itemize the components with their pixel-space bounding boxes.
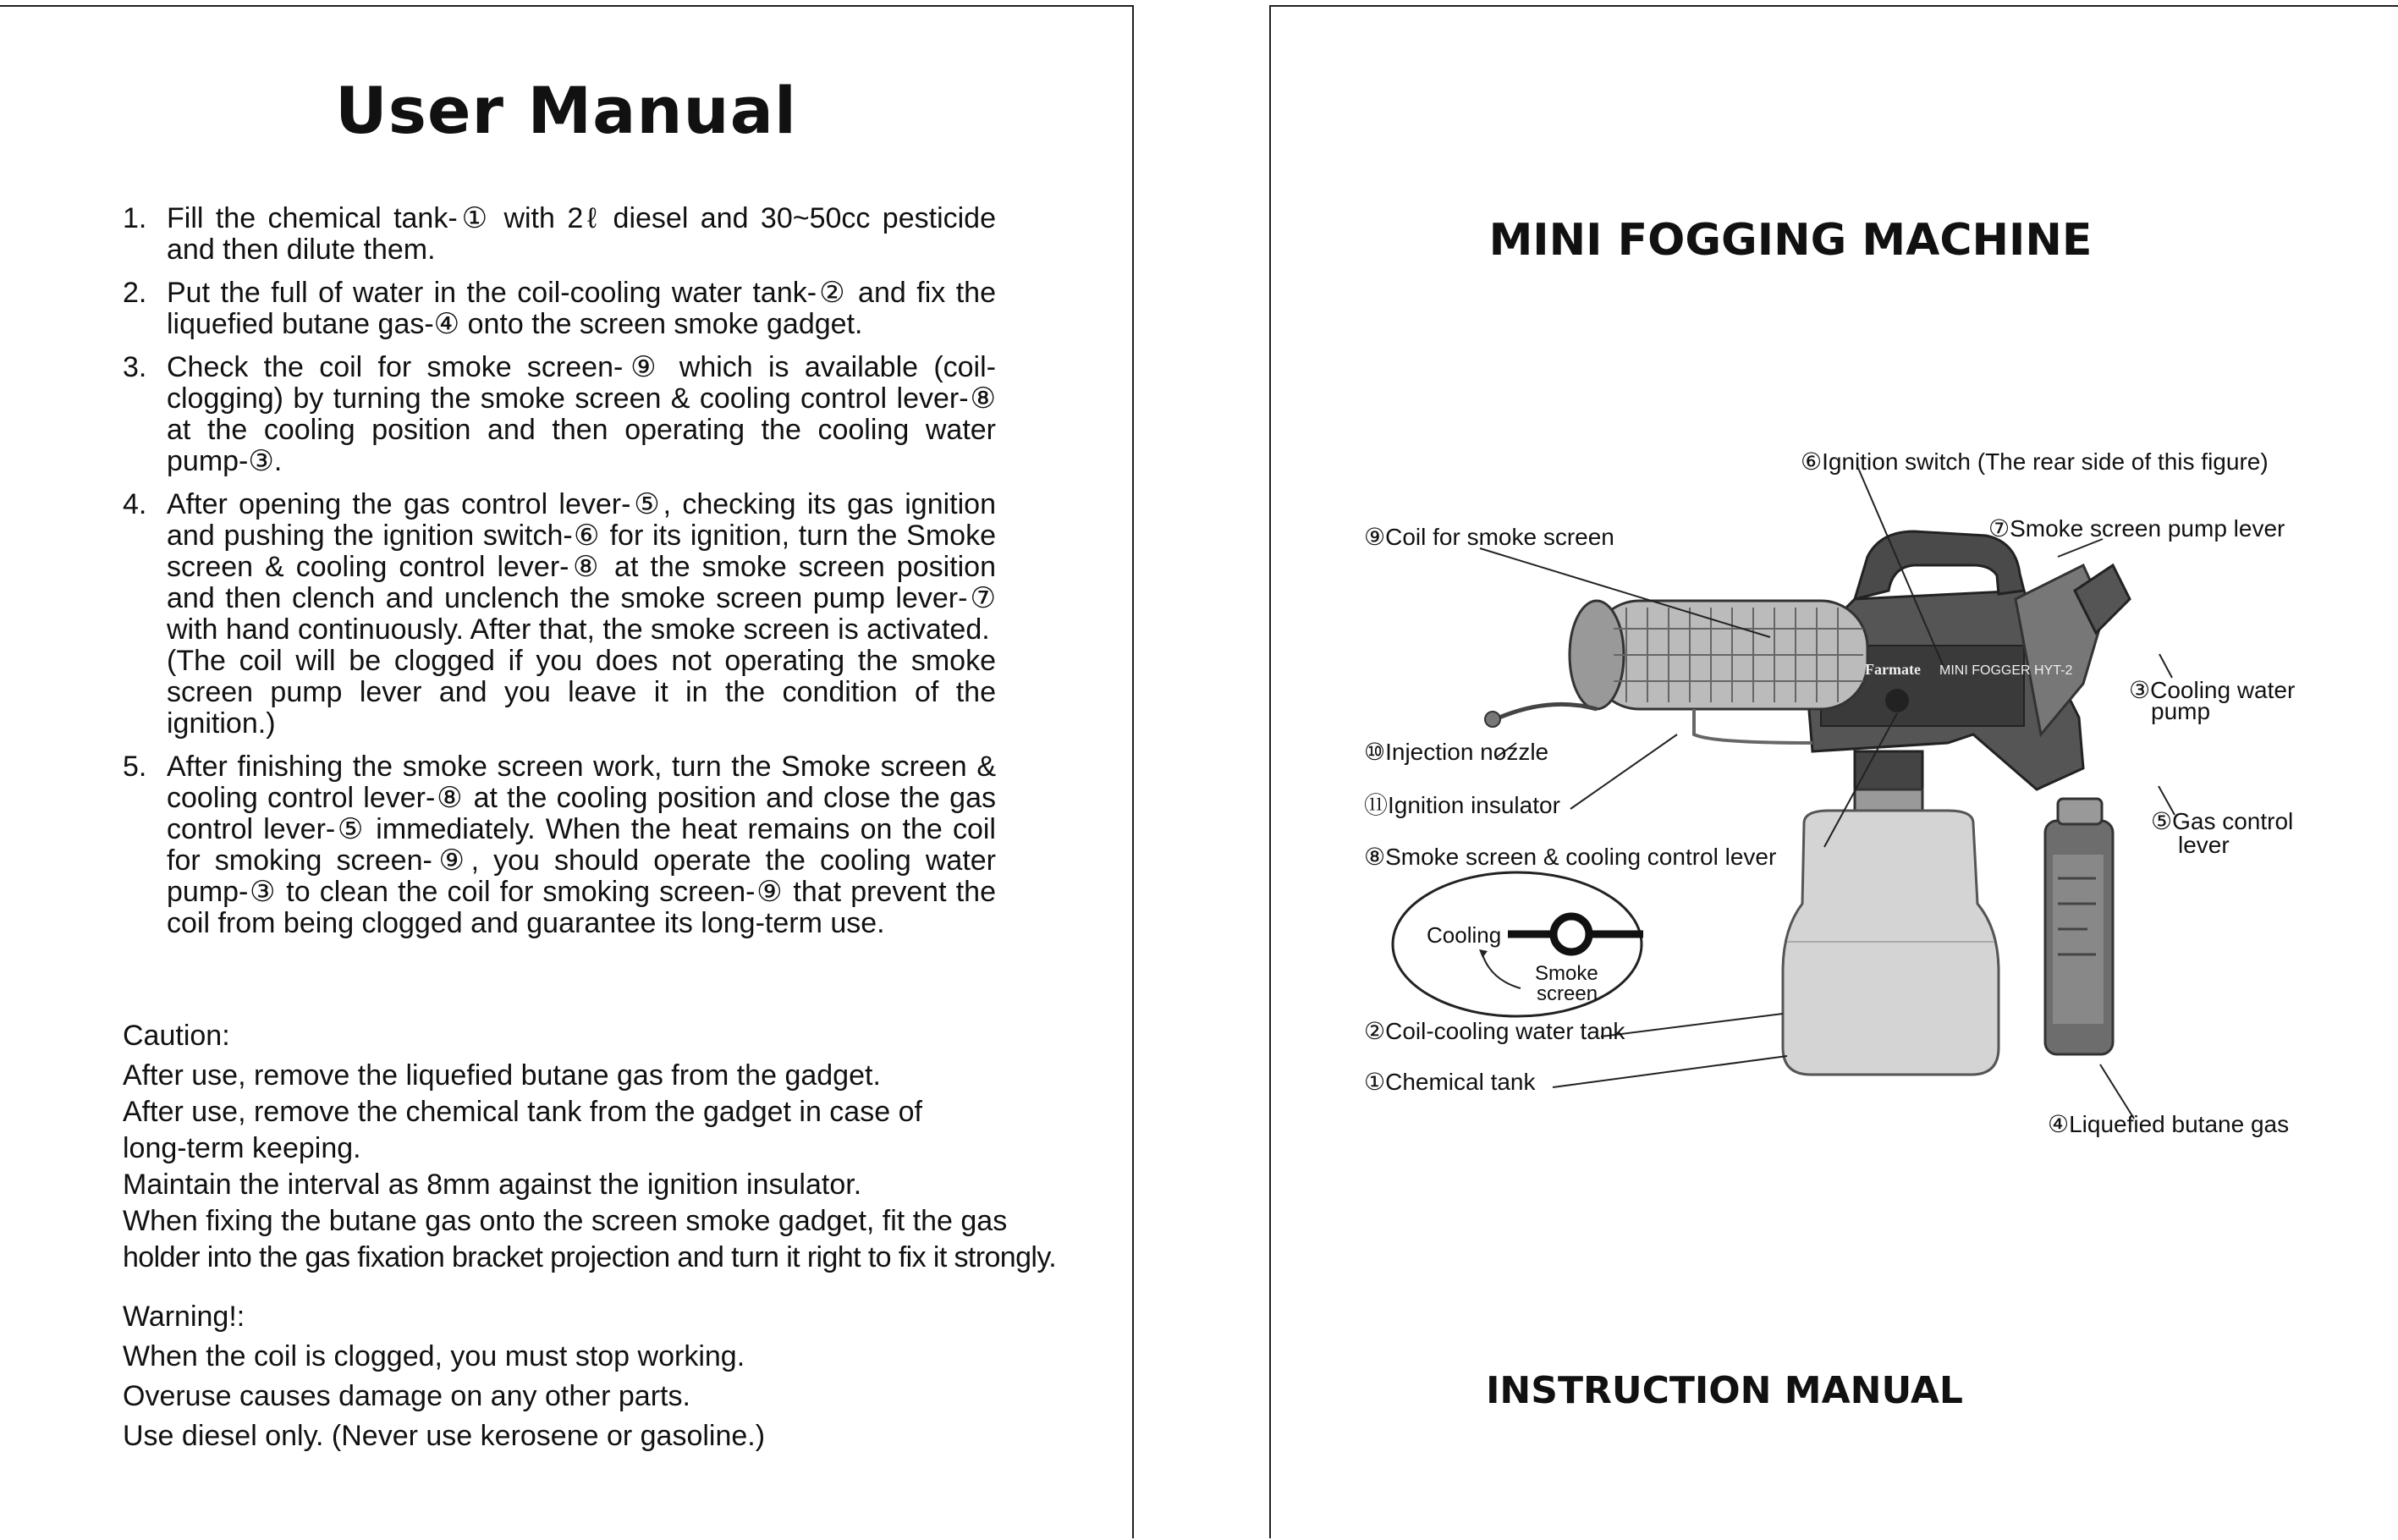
caution-section — [123, 1020, 1056, 1279]
chemical-tank — [1783, 789, 1999, 1075]
right-page — [1269, 5, 2398, 1538]
step-4 — [123, 489, 996, 740]
step-number: 5. — [123, 751, 147, 783]
warning-label: Warning!: — [123, 1301, 245, 1333]
switch-cooling-label: Cooling — [1427, 922, 1502, 948]
warning-line: When the coil is clogged, you must stop working. — [123, 1340, 745, 1372]
step-number: 3. — [123, 351, 147, 383]
label-cooling-pump-2: pump — [2151, 698, 2211, 724]
machine-title: MINI FOGGING MACHINE — [1488, 215, 2093, 266]
step-note: (The coil will be clogged if you does not operating the smoke screen pump lever and you leave it in the condition of the ignition.) — [167, 645, 996, 740]
step-number: 4. — [123, 488, 147, 520]
label-gas-control: ⑤Gas control — [2151, 808, 2294, 834]
step-number: 1. — [123, 202, 147, 234]
step-text: After finishing the smoke screen work, turn the Smoke screen & cooling control lever-⑧ at the cooling position and close the gas control lever-⑤ immediately. When the heat remains on the coil for smoking screen-⑨, you should operate the cooling water pump-③ to clean the coil for smoking screen-⑨ that prevent the coil from being clogged and guarantee its long-term use. — [167, 751, 996, 939]
caution-label: Caution: — [123, 1020, 230, 1052]
page-title: User Manual — [335, 73, 797, 148]
step-1 — [123, 203, 996, 266]
caution-line: When fixing the butane gas onto the screen smoke gadget, fit the gas — [123, 1205, 1008, 1237]
warning-line: Overuse causes damage on any other parts. — [123, 1380, 690, 1412]
label-smoke-pump-lever: ⑦Smoke screen pump lever — [1988, 515, 2285, 542]
label-coil: ⑨Coil for smoke screen — [1364, 524, 1614, 550]
step-text: Check the coil for smoke screen-⑨ which is available (coil-clogging) by turning the smoke screen & cooling control lever-⑧ at the cooling position and then operating the cooling water pump-③. — [167, 351, 996, 477]
label-coil-tank: ②Coil-cooling water tank — [1364, 1018, 1625, 1044]
butane-canister — [2045, 799, 2113, 1054]
label-butane: ④Liquefied butane gas — [2048, 1111, 2290, 1137]
left-page — [0, 5, 1134, 1538]
label-ignition-switch: ⑥Ignition switch (The rear side of this figure) — [1801, 448, 2269, 475]
caution-line: Maintain the interval as 8mm against the ignition insulator. — [123, 1169, 862, 1201]
step-3 — [123, 352, 996, 477]
label-cooling-pump: ③Cooling water — [2129, 677, 2296, 703]
caution-line: After use, remove the liquefied butane gas from the gadget. — [123, 1059, 881, 1092]
label-ignition-insulator: ⑪Ignition insulator — [1364, 792, 1560, 818]
switch-smoke-label-2: screen — [1537, 982, 1598, 1005]
label-injection-nozzle: ⑩Injection nozzle — [1364, 739, 1549, 765]
fogger-illustration — [1271, 7, 2398, 1540]
warning-section — [123, 1301, 765, 1457]
step-text: Fill the chemical tank-① with 2ℓ diesel and 30~50cc pesticide and then dilute them. — [167, 202, 996, 266]
step-text: Put the full of water in the coil-cooling water tank-② and fix the liquefied butane gas-④ onto the screen smoke gadget. — [167, 277, 996, 340]
step-2 — [123, 278, 996, 340]
caution-line: long-term keeping. — [123, 1132, 361, 1164]
device-model: MINI FOGGER HYT-2 — [1939, 663, 2073, 678]
label-gas-control-2: lever — [2178, 832, 2230, 858]
device-brand: Farmate — [1865, 661, 1921, 678]
label-control-lever: ⑧Smoke screen & cooling control lever — [1364, 844, 1777, 870]
caution-line: holder into the gas fixation bracket projection and turn it right to fix it strongly. — [123, 1241, 1057, 1273]
instruction-title: INSTRUCTION MANUAL — [1486, 1369, 1963, 1412]
label-chemical-tank: ①Chemical tank — [1364, 1069, 1536, 1095]
warning-line: Use diesel only. (Never use kerosene or gasoline.) — [123, 1420, 766, 1452]
step-text: After opening the gas control lever-⑤, checking its gas ignition and pushing the ignition switch-⑥ for its ignition, turn the Smoke screen & cooling control lever-⑧ at the smoke screen position and then clench and unclench the smoke screen pump lever-⑦ with hand continuously. After that, the smoke screen is activated. — [167, 488, 996, 646]
switch-smoke-label: Smoke — [1535, 962, 1598, 985]
caution-line: After use, remove the chemical tank from the gadget in case of — [123, 1096, 922, 1128]
steps-list — [123, 203, 996, 951]
step-5 — [123, 751, 996, 939]
step-number: 2. — [123, 277, 147, 309]
step-body — [167, 489, 996, 740]
